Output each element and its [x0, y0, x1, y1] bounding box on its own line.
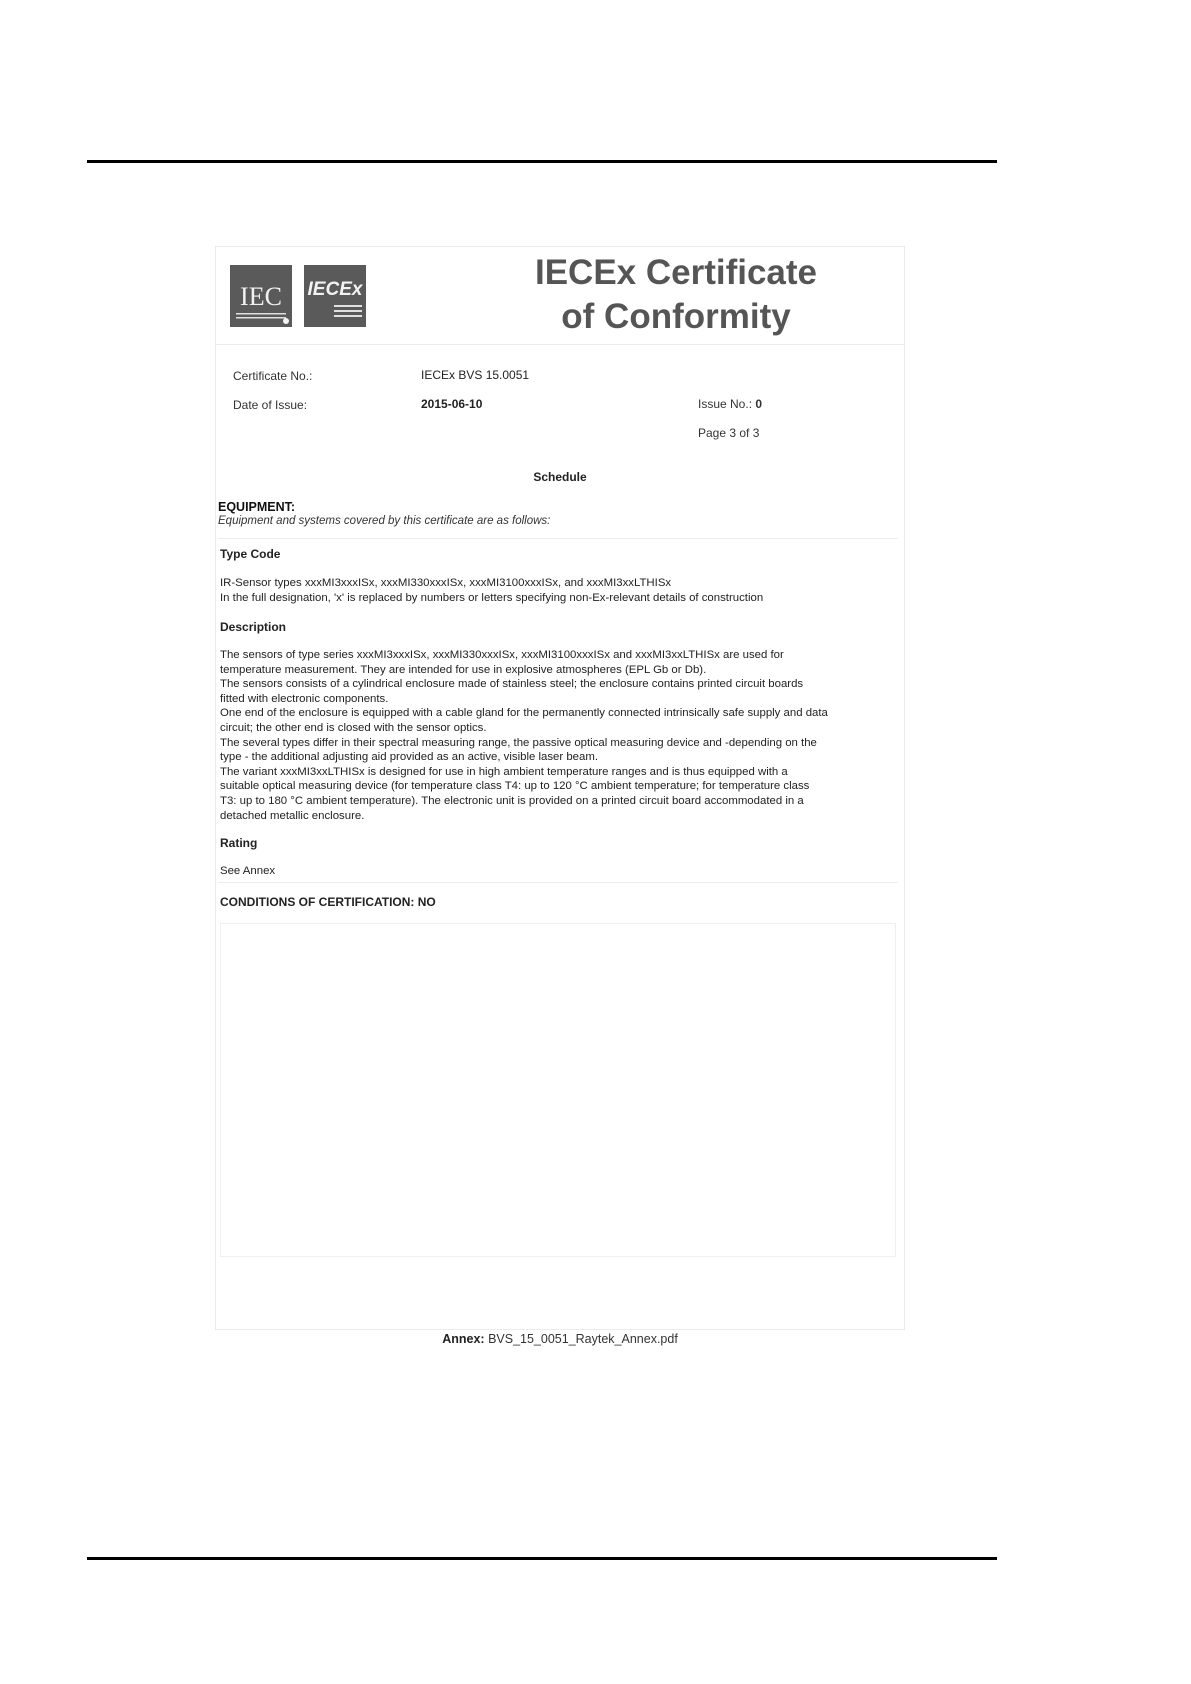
issue-no	[698, 397, 762, 411]
description-line: detached metallic enclosure.	[220, 809, 365, 822]
rating-text: See Annex	[220, 865, 276, 877]
certificate-header	[216, 247, 904, 345]
equipment-heading: EQUIPMENT:	[218, 500, 296, 514]
schedule-heading: Schedule	[533, 470, 587, 484]
type-code-heading: Type Code	[220, 547, 281, 561]
description-line: fitted with electronic components.	[220, 692, 389, 705]
type-code-line: IR-Sensor types xxxMI3xxxISx, xxxMI330xxxISx, xxxMI3100xxxISx, and xxxMI3xxLTHISx	[220, 577, 672, 589]
certificate-no-label: Certificate No.:	[233, 369, 313, 383]
type-code-text	[220, 576, 900, 605]
description-line: temperature measurement. They are intended for use in explosive atmospheres (EPL Gb or Db).	[220, 663, 707, 676]
certificate-no-value: IECEx BVS 15.0051	[421, 368, 530, 382]
description-line: suitable optical measuring device (for temperature class T4: up to 120 °C ambient temperature; for temperature class	[220, 780, 810, 793]
top-rule	[87, 160, 997, 163]
type-code-line: In the full designation, 'x' is replaced by numbers or letters specifying non-Ex-relevant details of construction	[220, 591, 764, 604]
title-line-1: IECEx Certificate	[534, 253, 818, 292]
description-line: One end of the enclosure is equipped with a cable gland for the permanently connected intrinsically safe supply and data	[220, 707, 828, 720]
description-line: The variant xxxMI3xxLTHISx is designed for use in high ambient temperature ranges and is thus equipped with a	[220, 765, 788, 778]
description-line: The several types differ in their spectral measuring range, the passive optical measuring device and -depending on the	[220, 736, 817, 749]
iec-logo	[230, 265, 292, 327]
separator	[218, 538, 898, 539]
issue-no-label: Issue No.:	[698, 397, 753, 411]
description-heading: Description	[220, 620, 287, 634]
svg-text:IECEx: IECEx	[307, 279, 363, 300]
date-of-issue-label: Date of Issue:	[233, 398, 308, 412]
description-text	[220, 648, 900, 823]
iecex-logo	[304, 265, 366, 327]
conditions-box	[220, 923, 896, 1257]
annex-reference	[0, 1332, 1120, 1346]
rating-heading: Rating	[220, 836, 258, 850]
separator	[218, 882, 898, 883]
equipment-subheading: Equipment and systems covered by this certificate are as follows:	[218, 515, 551, 527]
annex-file-link[interactable]: BVS_15_0051_Raytek_Annex.pdf	[488, 1332, 678, 1346]
description-line: The sensors of type series xxxMI3xxxISx, xxxMI330xxxISx, xxxMI3100xxxISx and xxxMI3xxLTHISx are used for	[220, 649, 784, 661]
annex-label: Annex:	[442, 1332, 485, 1346]
title-line-2: of Conformity	[561, 297, 791, 336]
certificate-page	[215, 246, 905, 1330]
svg-text:IEC: IEC	[240, 282, 282, 311]
description-line: circuit; the other end is closed with the sensor optics.	[220, 721, 487, 734]
description-line: type - the additional adjusting aid provided as an active, visible laser beam.	[220, 751, 599, 764]
conditions-of-certification: CONDITIONS OF CERTIFICATION: NO	[220, 895, 436, 909]
bottom-rule	[87, 1557, 997, 1560]
page-number: Page 3 of 3	[698, 426, 760, 440]
issue-no-value: 0	[755, 397, 763, 411]
date-of-issue-value: 2015-06-10	[421, 397, 483, 411]
description-line: The sensors consists of a cylindrical enclosure made of stainless steel; the enclosure contains printed circuit boards	[220, 678, 804, 691]
description-line: T3: up to 180 °C ambient temperature). The electronic unit is provided on a printed circuit board accommodated in a	[220, 794, 804, 807]
certificate-title	[471, 251, 881, 339]
